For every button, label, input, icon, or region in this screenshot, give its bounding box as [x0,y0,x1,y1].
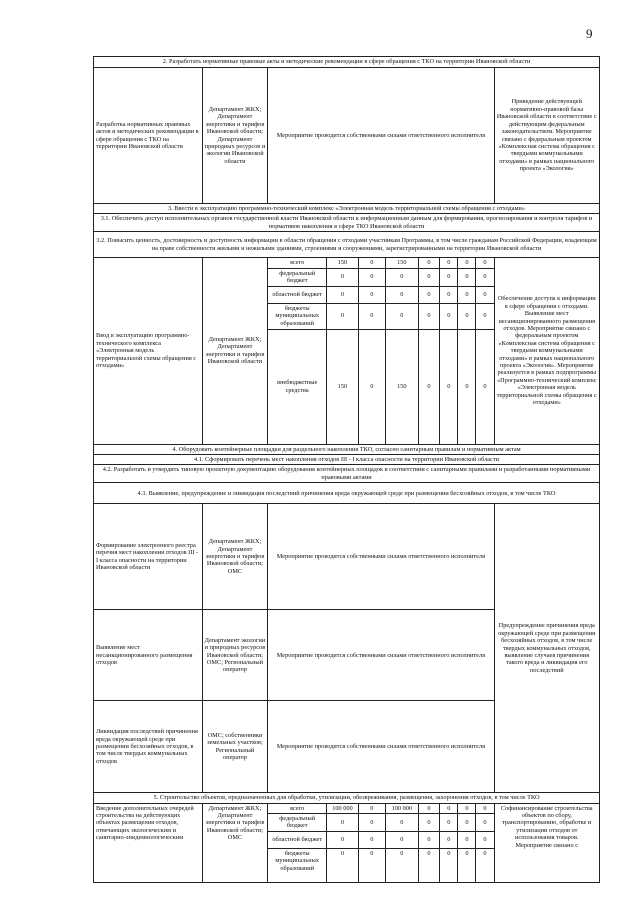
activity-register: Формирование электронного реестра перечня мест накопления отходов III - I класса опасности на территории Ивановской области [94,504,203,610]
funding-value: 0 [476,848,494,882]
executor-liquidation: ОМС; собственники земельных участков; Региональный оператор [202,701,268,793]
funding-value: 0 [358,848,385,882]
funding-value: 0 [440,268,458,286]
funding-source: бюджеты муниципальных образований [268,303,327,329]
funding-value: 0 [476,329,494,444]
funding-value: 0 [458,814,476,832]
funding-source: федеральный бюджет [268,268,327,286]
funding-value: 0 [458,329,476,444]
funding-value: 0 [385,303,418,329]
funding-value: 0 [458,803,476,813]
funding-value: 0 [418,258,440,268]
funding-value: 0 [440,848,458,882]
result-4-3: Предупреждение причинения вреда окружающей среде при размещении бесхозяйных отходов, в том числе твердых коммунальных отходов, выявление случаев причинения такого вреда и ликвидация его последствий [494,504,599,793]
funding-value: 0 [440,803,458,813]
funding-source: областной бюджет [268,831,327,848]
funding-value: 0 [385,268,418,286]
executor-detect: Департамент экологии и природных ресурсов Ивановской области; ОМС; Региональный оператор [202,610,268,701]
funding-value: 0 [458,848,476,882]
section-4-2-header: 4.2. Разработать и утвердить типовую проектную документацию оборудования контейнерных площадок в соответствии с санитарными правилами и разработанными нормативными правовыми актами [94,465,600,483]
funding-value: 0 [440,286,458,303]
funding-value: 0 [358,814,385,832]
funding-value: 0 [476,814,494,832]
program-activities-table [93,56,600,883]
funding-value: 0 [358,831,385,848]
funding-source: областной бюджет [268,286,327,303]
funding-value: 150 [385,329,418,444]
funding-value: 0 [440,814,458,832]
activity-ptk: Ввод в эксплуатацию программно-технического комплекса «Электронная модель территориальной схемы обращения с отходами» [94,258,203,444]
funding-value: 100 000 [385,803,418,813]
section-4-header: 4. Оборудовать контейнерные площадки для раздельного накопления ТКО, согласно санитарным правилам и нормативным актам [94,444,600,454]
funding-value: 0 [418,303,440,329]
funding-value: 0 [476,303,494,329]
funding-value: 0 [476,803,494,813]
own-forces-register: Мероприятие проводится собственными силами ответственного исполнителя [268,504,494,610]
own-forces-liquidation: Мероприятие проводится собственными силами ответственного исполнителя [268,701,494,793]
funding-value: 0 [327,848,359,882]
activity-liquidation: Ликвидация последствий причинения вреда окружающей среде при размещении бесхозяйных отходов, в том числе твердых коммунальных отходов [94,701,203,793]
funding-value: 0 [440,831,458,848]
section-4-3-header: 4.3. Выявление, предупреждение и ликвидация последствий причинения вреда окружающей среде при размещении бесхозяйных отходов, в том числе ТКО [94,483,600,504]
funding-value: 0 [358,286,385,303]
section-5-header: 5. Строительство объектов, предназначенных для обработки, утилизации, обезвреживания, размещения, захоронения отходов, в том числе ТКО [94,793,600,803]
funding-value: 0 [358,329,385,444]
funding-value: 0 [418,329,440,444]
funding-value: 0 [327,286,359,303]
section-3-header: 3. Ввести в эксплуатацию программно-технический комплекс «Электронная модель территориальной схемы обращения с отходами» [94,204,600,214]
own-forces-npa: Мероприятие проводится собственными силами ответственного исполнителя [268,68,494,204]
section-4-1-header: 4.1. Сформировать перечень мест накопления отходов III - I класса опасности на территории Ивановской области [94,454,600,464]
funding-value: 0 [418,814,440,832]
funding-value: 150 [327,329,359,444]
funding-value: 0 [358,268,385,286]
funding-value: 0 [418,831,440,848]
funding-value: 0 [458,258,476,268]
own-forces-detect: Мероприятие проводится собственными силами ответственного исполнителя [268,610,494,701]
executor-construction: Департамент ЖКХ; Департамент энергетики и тарифов Ивановской области; ОМС [202,803,268,882]
section-3-2-header: 3.2. Повысить ценность, достоверность и доступность информации в области обращения с отходами участникам Программы, в том числе гражданам Российской Федерации, владеющим на праве собственности жилыми и нежилыми зданиями, строениями и сооружениями, зарегистрированными на территории Ивановской области [94,232,600,258]
result-construction: Софинансирование строительства объектов по сбору, транспортированию, обработке и утилизации отходов от использования товаров. Мероприятие связано с [494,803,599,882]
result-npa: Приведение действующей нормативно-правовой базы Ивановской области в соответствие с действующим федеральным законодательством. Мероприятие связано с федеральным проектом «Комплексная система обращения с твердыми коммунальными отходами» в рамках национального проекта «Экология» [494,68,599,204]
funding-value: 0 [458,303,476,329]
funding-value: 0 [476,831,494,848]
activity-npa: Разработка нормативных правовых актов и методических рекомендации в сфере обращения с ТКО на территории Ивановской области [94,68,203,204]
funding-value: 0 [458,268,476,286]
funding-value: 0 [476,286,494,303]
funding-value: 0 [358,258,385,268]
funding-value: 0 [327,303,359,329]
funding-value: 0 [358,303,385,329]
funding-value: 0 [476,258,494,268]
funding-value: 0 [327,831,359,848]
funding-value: 0 [458,831,476,848]
executor-register: Департамент ЖКХ; Департамент энергетики и тарифов Ивановской области; ОМС [202,504,268,610]
funding-value: 0 [385,831,418,848]
funding-source: всего [268,258,327,268]
funding-value: 150 [385,258,418,268]
funding-source: всего [268,803,327,813]
executor-ptk: Департамент ЖКХ; Департамент энергетики и тарифов Ивановской области [202,258,268,444]
funding-value: 0 [358,803,385,813]
funding-value: 0 [418,286,440,303]
funding-value: 0 [440,258,458,268]
executor-npa: Департамент ЖКХ; Департамент энергетики и тарифов Ивановской области; Департамент природных ресурсов и экологии Ивановской области [202,68,268,204]
funding-value: 100 000 [327,803,359,813]
funding-value: 0 [418,268,440,286]
funding-value: 0 [385,286,418,303]
funding-value: 0 [440,329,458,444]
section-3-1-header: 3.1. Обеспечить доступ исполнительных органов государственной власти Ивановской области к информационным данным для формирования, прогнозирования и контроля тарифов и нормативов накопления в сфере ТКО Ивановской области [94,214,600,232]
funding-source: бюджеты муниципальных образований [268,848,327,882]
funding-value: 0 [476,268,494,286]
funding-value: 0 [440,303,458,329]
funding-value: 0 [385,848,418,882]
funding-source: федеральный бюджет [268,814,327,832]
activity-construction: Введение дополнительных очередей строительства на действующих объектах размещения отходов, отвечающих экологическим и санитарно-эпидемиологическим [94,803,203,882]
funding-source: внебюджетные средства [268,329,327,444]
funding-value: 0 [327,814,359,832]
funding-value: 0 [418,803,440,813]
funding-value: 0 [458,286,476,303]
activity-detect: Выявление мест несанкционированного размещения отходов [94,610,203,701]
funding-value: 0 [327,268,359,286]
page-number: 9 [586,26,593,41]
section-2-header: 2. Разработать нормативные правовые акты и методические рекомендации в сфере обращения с ТКО на территории Ивановской области [94,57,600,68]
funding-value: 0 [385,814,418,832]
funding-value: 150 [327,258,359,268]
funding-value: 0 [418,848,440,882]
result-ptk: Обеспечение доступа к информации в сфере обращения с отходами. Выявление мест несанкционированного размещения отходов. Мероприятие связано с федеральным проектом «Комплексная система обращения с твердыми коммунальными отходами» в рамках национального проекта «Экология». Мероприятие реализуется в рамках подпрограммы «Программно-технический комплекс «Электронная модель территориальной схемы обращения с отходами» [494,258,599,444]
